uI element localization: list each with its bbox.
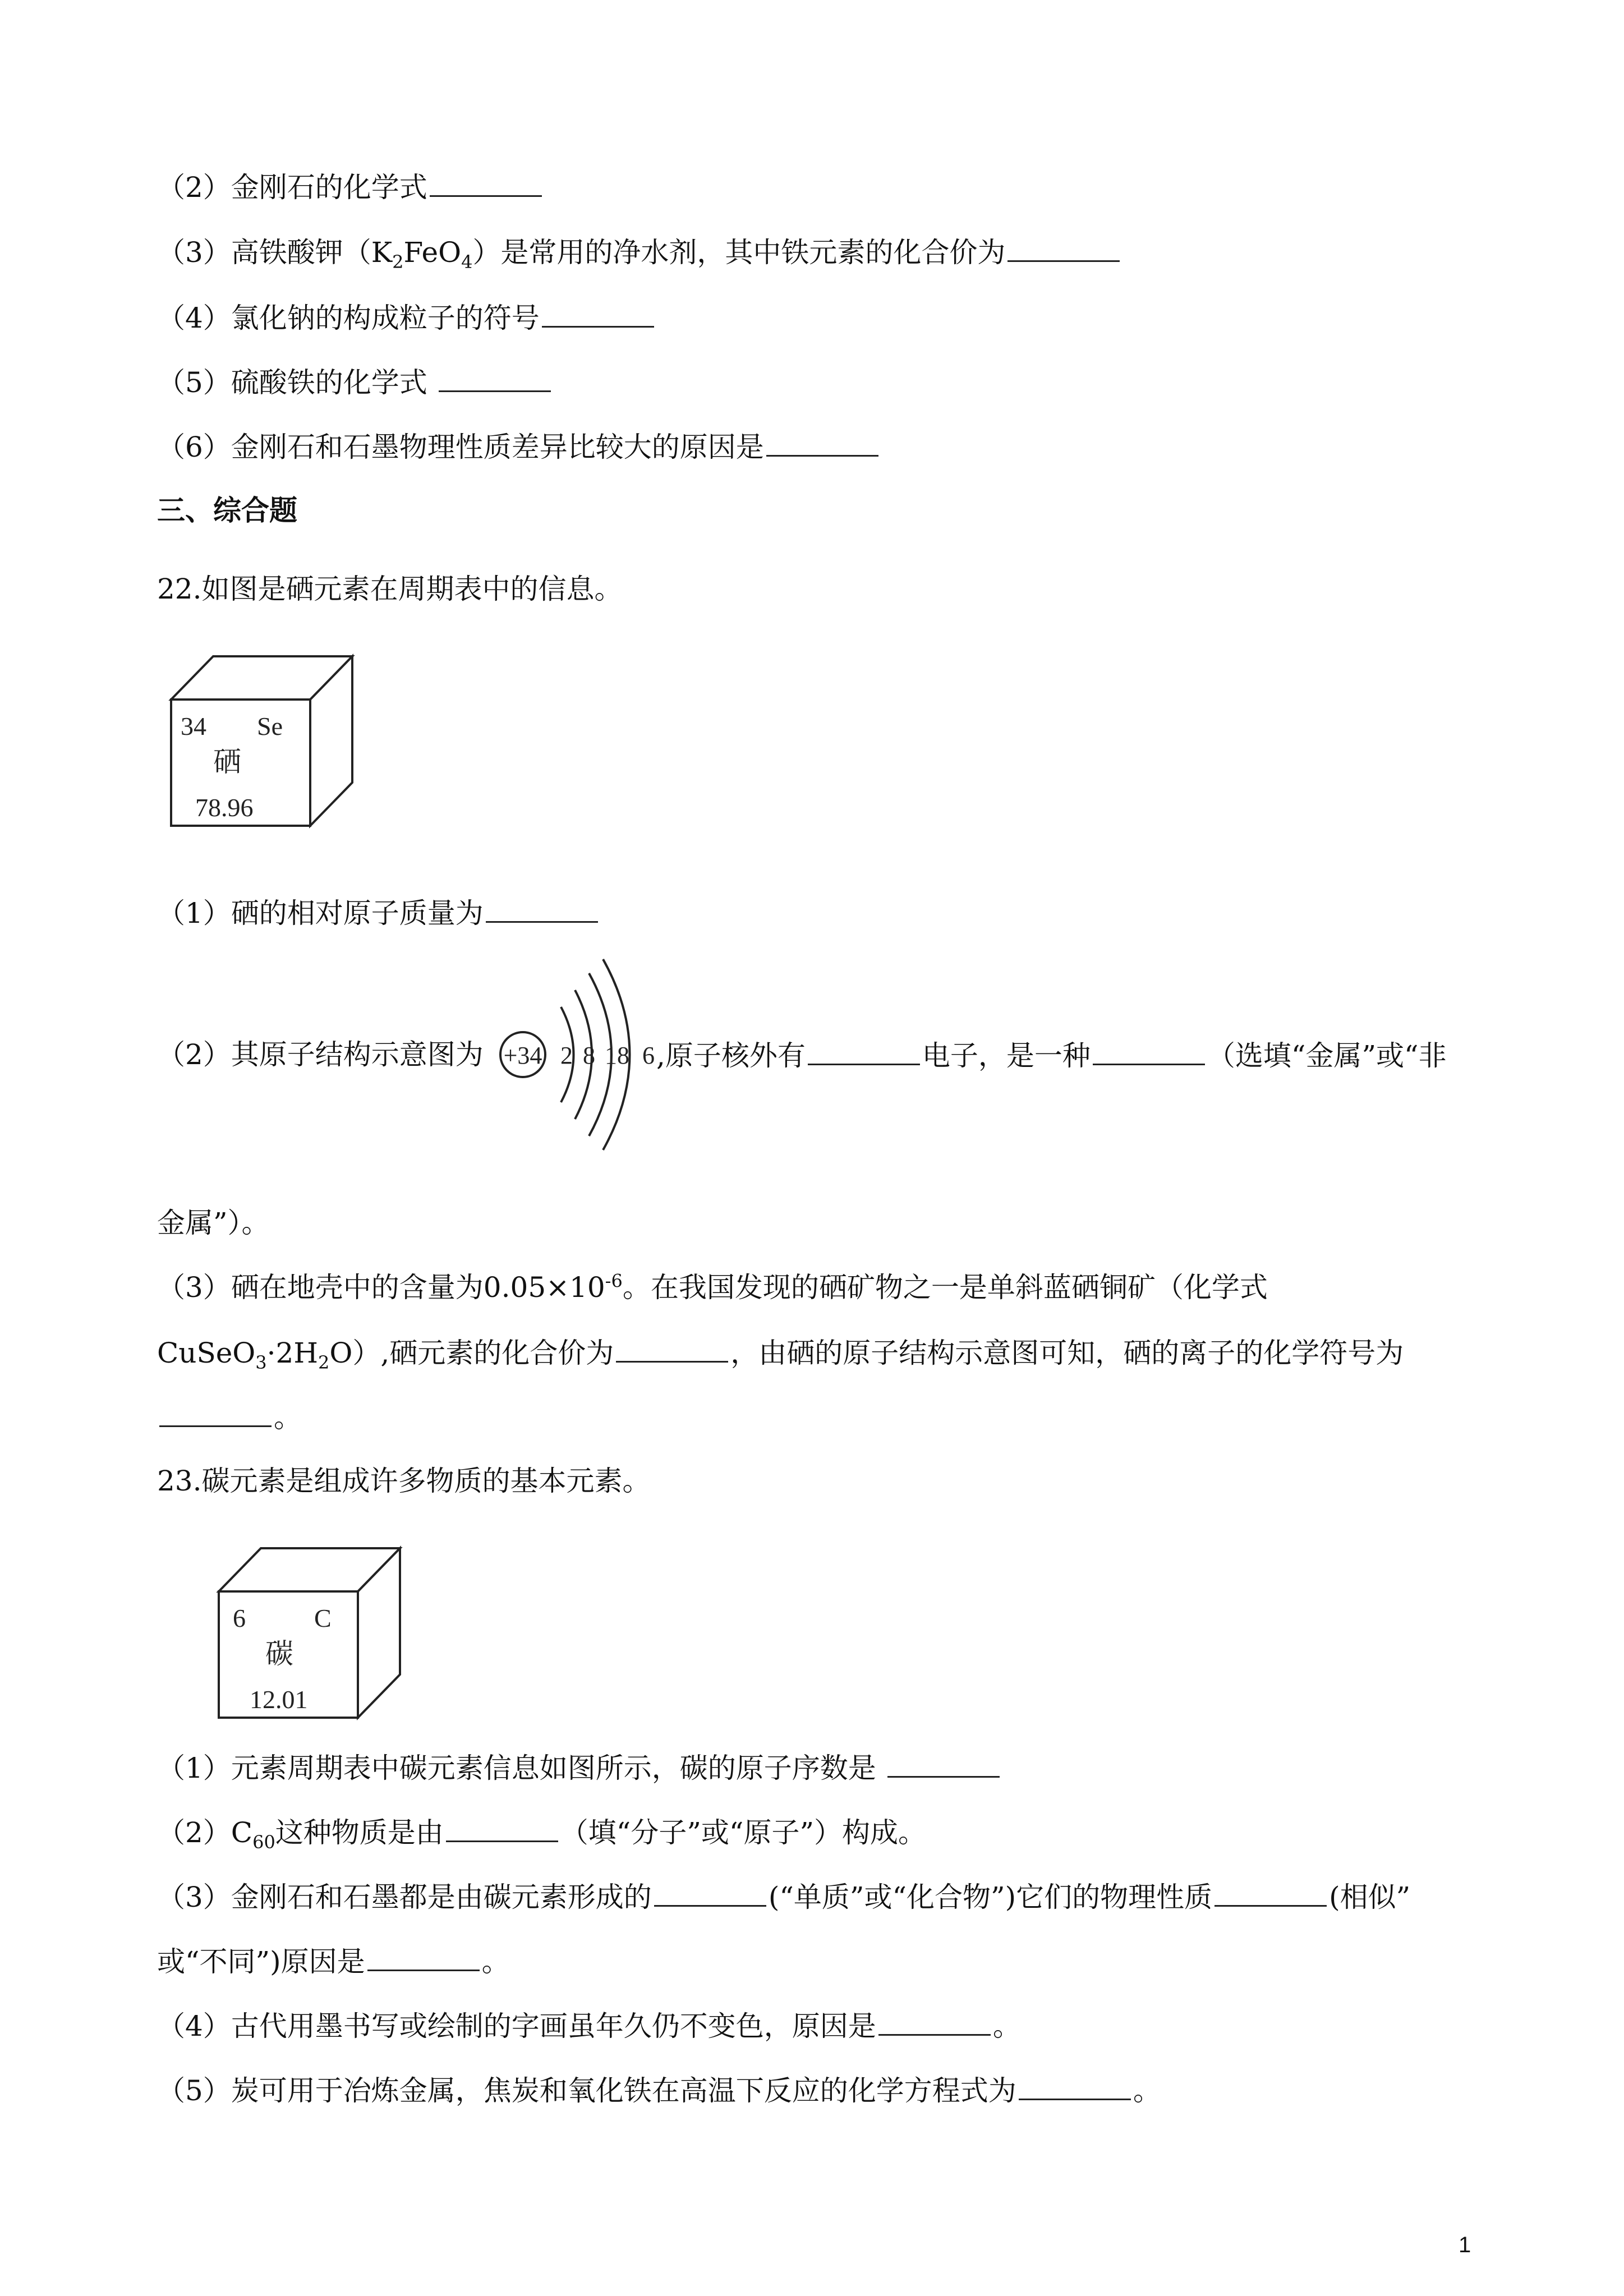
q21-line-4: （4）氯化钠的构成粒子的符号 [157,300,656,335]
answer-blank[interactable] [159,1400,272,1427]
answer-blank[interactable] [654,1879,766,1907]
answer-blank[interactable] [430,169,542,197]
q23-part-4: （4）古代用墨书写或绘制的字画虽年久仍不变色，原因是 。 [157,2008,1021,2043]
answer-blank[interactable] [808,1038,920,1065]
atomic-number: 6 [233,1604,246,1632]
answer-blank[interactable] [446,1815,558,1842]
answer-blank[interactable] [887,1750,1000,1778]
shell-electrons: 2 [560,1042,573,1069]
answer-blank[interactable] [616,1335,728,1363]
atom-structure-diagram [482,954,684,1158]
q22-part-2-end: 金属”）。 [157,1207,270,1239]
q23-part-3-line-2: 或“不同”)原因是 。 [157,1944,510,1978]
answer-blank[interactable] [367,1944,480,1971]
answer-blank[interactable] [1093,1038,1205,1065]
element-cube [216,1545,407,1725]
answer-blank[interactable] [1019,2073,1131,2100]
q22-part-3-line-1: （3）硒在地壳中的含量为$0.05\times 10^{-6}$。在我国发现的硒矿物之一是单斜蓝硒铜矿（化学式 [157,1270,1268,1304]
selenium-element-cell [168,654,359,835]
q22-part-2-label: （2）其原子结构示意图为 [157,1038,484,1071]
q21-line-5: （5）硫酸铁的化学式 [157,365,553,399]
q22-part-3-line-3: 。 [157,1400,302,1434]
shell-electrons: 18 [605,1042,629,1069]
atomic-mass: 78.96 [195,793,254,822]
answer-blank[interactable] [439,365,551,392]
element-cube [168,654,359,833]
answer-blank[interactable] [542,300,654,328]
shell-electrons: 8 [583,1042,595,1069]
shell-electrons: 6 [642,1042,655,1069]
q21-line-2: （2）金刚石的化学式 [157,169,544,204]
element-symbol: Se [257,712,283,740]
q21-line-3: （3）高铁酸钾$(K_2FeO_4)$是常用的净水剂，其中铁元素的化合价为 [157,234,1122,269]
q22-part-2-questions: ,原子核外有 电子，是一种 （选填“金属”或“非 [656,1038,1447,1073]
answer-blank[interactable] [1214,1879,1327,1907]
element-name: 硒 [213,746,241,777]
q23-part-2: $(2)C_{60}$这种物质是由 （填“分子”或“原子”）构成。 [157,1815,926,1849]
q22-part-1: （1）硒的相对原子质量为 [157,895,600,930]
element-name: 碳 [265,1638,293,1669]
q23-part-3-line-1: （3）金刚石和石墨都是由碳元素形成的 (“单质”或“化合物”)它们的物理性质 (相似” [157,1879,1410,1914]
section-heading: 三、综合题 [157,494,297,527]
answer-blank[interactable] [1007,234,1120,262]
page-number: 1 [1459,2233,1471,2257]
atomic-mass: 12.01 [250,1685,308,1714]
q23-part-1: （1）元素周期表中碳元素信息如图所示，碳的原子序数是 [157,1750,1002,1785]
nucleus-charge: +34 [503,1042,542,1069]
q22-stem: 22.如图是硒元素在周期表中的信息。 [157,573,623,605]
carbon-element-cell [216,1545,407,1727]
element-symbol: C [314,1604,332,1632]
q21-line-6: （6）金刚石和石墨物理性质差异比较大的原因是 [157,429,881,464]
answer-blank[interactable] [766,429,878,457]
answer-blank[interactable] [486,895,598,923]
q23-stem: 23.碳元素是组成许多物质的基本元素。 [157,1465,651,1497]
answer-blank[interactable] [878,2008,991,2036]
q22-part-3-line-2: $CuSeO_3\cdot 2H_2O$）,硒元素的化合价为 ，由硒的原子结构示意图可知，硒的离子的化学符号为 [157,1335,1404,1370]
atomic-number: 34 [181,712,206,740]
q23-part-5: （5）炭可用于冶炼金属，焦炭和氧化铁在高温下反应的化学方程式为 。 [157,2073,1161,2108]
